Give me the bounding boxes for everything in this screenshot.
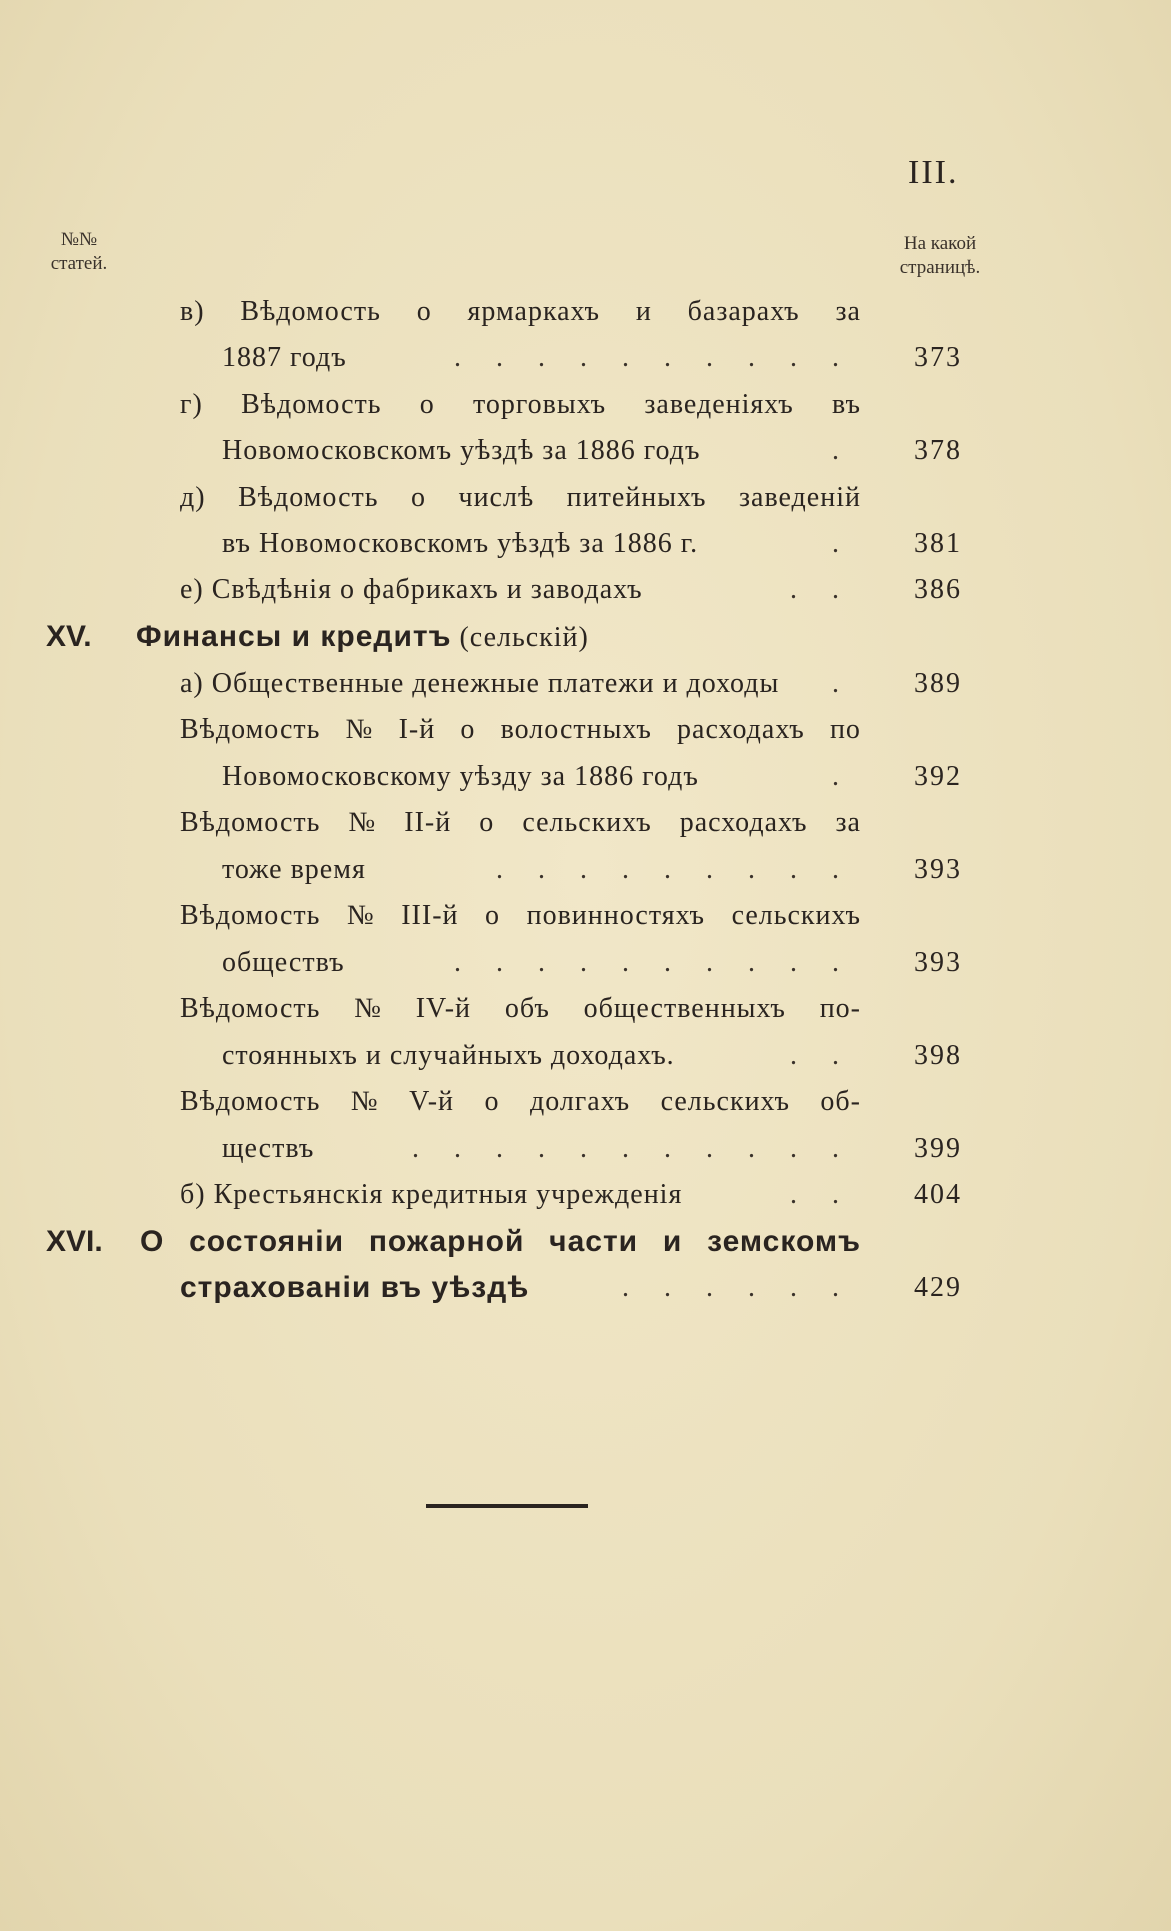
toc-entry-text xyxy=(180,478,861,518)
word: Вѣдомость xyxy=(240,296,381,327)
section-title-continued xyxy=(180,1268,529,1309)
word: сельскихъ xyxy=(660,1086,790,1117)
word: объ xyxy=(504,993,550,1024)
word: № xyxy=(350,1086,379,1117)
word: о xyxy=(479,807,495,838)
leader-dots: . xyxy=(832,528,853,559)
word: долгахъ xyxy=(529,1086,631,1117)
word: о xyxy=(411,482,426,513)
toc-line xyxy=(0,385,1171,425)
word: ярмаркахъ xyxy=(467,296,600,327)
column-header-page-line-1: На какой xyxy=(903,233,977,254)
leader-dots: . . . . . . . . . . xyxy=(454,342,853,373)
leader-dots: . . . . . . . . . . . xyxy=(412,1133,853,1164)
leader-dots: . . . . . . . . . xyxy=(496,854,853,885)
toc-line xyxy=(0,664,1171,704)
toc-entry-text xyxy=(180,385,861,425)
word: об- xyxy=(820,1086,861,1117)
word: по- xyxy=(819,993,861,1024)
word: в) xyxy=(180,296,205,327)
toc-line xyxy=(0,710,1171,750)
toc-page-ref: 386 xyxy=(914,574,962,605)
section-title-bold: Финансы и кредитъ xyxy=(136,620,452,653)
toc-line xyxy=(0,803,1171,843)
word: Вѣдомость xyxy=(180,993,321,1024)
toc-line xyxy=(0,943,1171,983)
word: сельскихъ xyxy=(731,900,861,931)
toc-entry-text xyxy=(180,989,861,1029)
word: пожарной xyxy=(368,1225,525,1258)
leader-dots: . . xyxy=(790,574,853,605)
toc-page-ref: 404 xyxy=(914,1179,962,1210)
toc-entry-text: е) Свѣдѣнія о фабрикахъ и заводахъ xyxy=(180,574,643,605)
word: расходахъ xyxy=(677,714,805,745)
toc-line xyxy=(0,431,1171,471)
word: заведеній xyxy=(738,482,861,513)
toc-line xyxy=(0,338,1171,378)
toc-page-ref: 429 xyxy=(914,1272,962,1303)
toc-line xyxy=(0,1082,1171,1122)
word: Вѣдомость xyxy=(180,807,321,838)
word: № xyxy=(348,807,377,838)
leader-dots: . xyxy=(832,668,853,699)
column-header-articles xyxy=(34,228,124,276)
word: о xyxy=(484,1086,500,1117)
toc-line xyxy=(0,896,1171,936)
word: о xyxy=(485,900,501,931)
end-rule xyxy=(426,1504,588,1508)
toc-section-line xyxy=(0,1222,1171,1262)
section-title xyxy=(140,1222,861,1262)
toc-page-ref: 398 xyxy=(914,1040,962,1071)
toc-entry-text xyxy=(180,803,861,843)
word: общественныхъ xyxy=(583,993,786,1024)
column-header-articles-line-2: статей. xyxy=(50,253,108,274)
toc-entry-text: ществъ xyxy=(222,1133,315,1164)
toc-entry-text: Новомосковскомъ уѣздѣ за 1886 годъ xyxy=(222,435,701,466)
column-header-page-line-2: страницѣ. xyxy=(899,257,981,278)
toc-entry-text: обществъ xyxy=(222,947,345,978)
word: за xyxy=(835,807,861,838)
word: Вѣдомость xyxy=(238,482,379,513)
toc-line xyxy=(0,292,1171,332)
word: Вѣдомость xyxy=(180,900,321,931)
toc-entry-text xyxy=(180,896,861,936)
toc-page-ref: 393 xyxy=(914,854,962,885)
word: Вѣдомость xyxy=(180,714,321,745)
toc-line xyxy=(0,1036,1171,1076)
word: III-й xyxy=(401,900,459,931)
page-number: III. xyxy=(908,154,959,191)
toc-entry-text: въ Новомосковскомъ уѣздѣ за 1886 г. xyxy=(222,528,699,559)
section-number: XV. xyxy=(46,620,92,653)
word: о xyxy=(416,296,432,327)
toc-line xyxy=(0,989,1171,1029)
toc-line xyxy=(0,1268,1171,1308)
word: расходахъ xyxy=(679,807,808,838)
toc-entry-text: а) Общественные денежные платежи и доходы xyxy=(180,668,780,699)
word: базарахъ xyxy=(687,296,800,327)
toc-page-ref: 373 xyxy=(914,342,962,373)
word: и xyxy=(635,296,652,327)
word: торговыхъ xyxy=(473,389,607,420)
word: и xyxy=(662,1225,683,1258)
leader-dots: . xyxy=(832,435,853,466)
word: въ xyxy=(831,389,861,420)
toc-page-ref: 381 xyxy=(914,528,962,559)
word: д) xyxy=(180,482,206,513)
word: О xyxy=(140,1225,165,1258)
toc-page-ref: 378 xyxy=(914,435,962,466)
word: за xyxy=(835,296,861,327)
toc-entry-text: б) Крестьянскія кредитныя учрежденія xyxy=(180,1179,683,1210)
toc-entry-text xyxy=(180,710,861,750)
word: Вѣдомость xyxy=(180,1086,321,1117)
toc-entry-text: тоже время xyxy=(222,854,366,885)
word: сельскихъ xyxy=(522,807,652,838)
word: состояніи xyxy=(189,1225,345,1258)
toc-line xyxy=(0,1129,1171,1169)
toc-entry-text: 1887 годъ xyxy=(222,342,347,373)
section-title-tail: (сельскій) xyxy=(459,622,589,653)
toc-entry-text: стоянныхъ и случайныхъ доходахъ. xyxy=(222,1040,675,1071)
word: части xyxy=(549,1225,639,1258)
word: г) xyxy=(180,389,203,420)
word: № xyxy=(354,993,382,1024)
word: волостныхъ xyxy=(500,714,652,745)
section-number: XVI. xyxy=(46,1225,103,1258)
word: питейныхъ xyxy=(566,482,707,513)
leader-dots: . . xyxy=(790,1179,853,1210)
word: Вѣдомость xyxy=(241,389,382,420)
toc-page-ref: 399 xyxy=(914,1133,962,1164)
toc-section-line xyxy=(0,617,1171,657)
toc-page-ref: 389 xyxy=(914,668,962,699)
toc-line xyxy=(0,570,1171,610)
toc-entry-text xyxy=(180,1082,861,1122)
toc-line xyxy=(0,524,1171,564)
toc-line xyxy=(0,850,1171,890)
column-header-page xyxy=(878,232,1002,280)
word: земскомъ xyxy=(707,1225,861,1258)
leader-dots: . xyxy=(832,761,853,792)
word: IV-й xyxy=(415,993,472,1024)
word: о xyxy=(419,389,435,420)
word: № xyxy=(346,900,375,931)
word: о xyxy=(460,714,476,745)
toc-entry-text xyxy=(180,292,861,332)
leader-dots: . . . . . . xyxy=(622,1272,853,1303)
word: I-й xyxy=(398,714,436,745)
word: по xyxy=(829,714,861,745)
word: № xyxy=(345,714,374,745)
toc-line xyxy=(0,478,1171,518)
section-title-bold: страхованіи въ уѣздѣ xyxy=(180,1271,530,1304)
leader-dots: . . . . . . . . . . xyxy=(454,947,853,978)
leader-dots: . . xyxy=(790,1040,853,1071)
toc-line xyxy=(0,757,1171,797)
toc-page-ref: 393 xyxy=(914,947,962,978)
toc-line xyxy=(0,1175,1171,1215)
column-header-articles-line-1: №№ xyxy=(60,229,98,250)
word: II-й xyxy=(404,807,452,838)
toc-page-ref: 392 xyxy=(914,761,962,792)
section-title xyxy=(136,617,589,658)
word: числѣ xyxy=(458,482,535,513)
word: повинностяхъ xyxy=(526,900,706,931)
word: V-й xyxy=(409,1086,455,1117)
word: заведеніяхъ xyxy=(644,389,794,420)
toc-entry-text: Новомосковскому уѣзду за 1886 годъ xyxy=(222,761,699,792)
